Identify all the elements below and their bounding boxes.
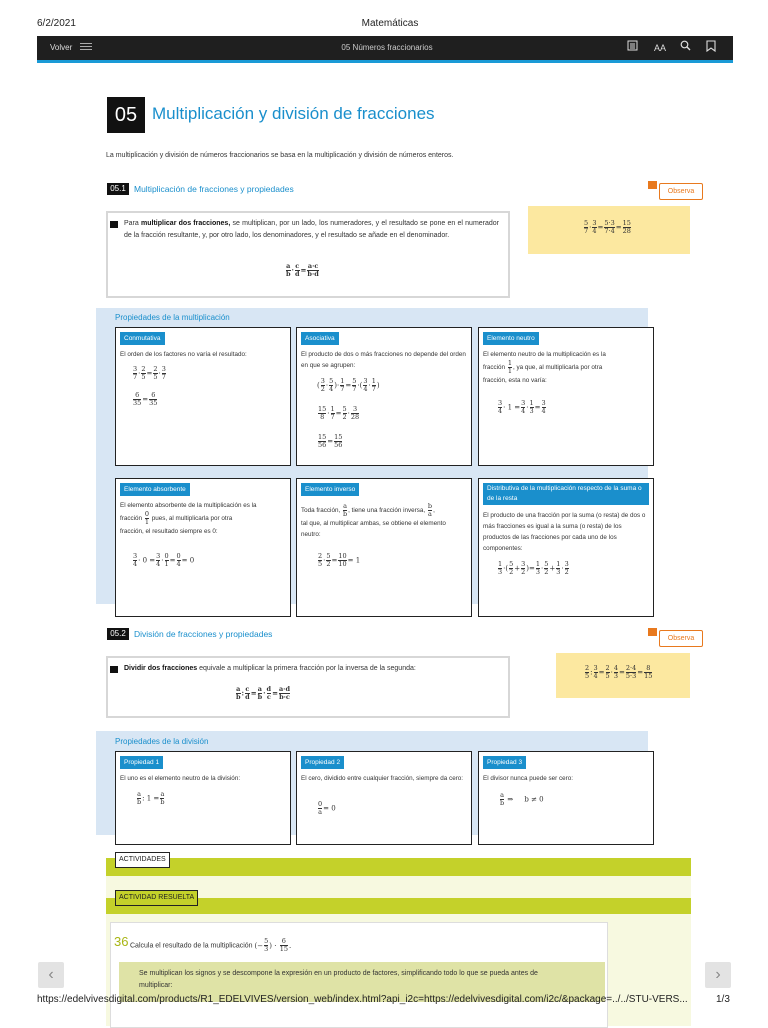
property-card-elemento-inverso xyxy=(296,478,472,617)
section-title: Multiplicación de fracciones y propiedades xyxy=(134,184,294,194)
menu-icon[interactable] xyxy=(80,41,92,51)
chapter-intro: La multiplicación y división de números fraccionarios se basa en la multiplicación y división de números enteros. xyxy=(106,152,454,159)
print-page-number: 1/3 xyxy=(716,994,730,1005)
card-label: Distributiva de la multiplicación respecto de la suma o de la resta xyxy=(483,483,649,505)
observa-box xyxy=(556,653,690,698)
card-example: $\frac{0}{a}$ = 0 xyxy=(318,800,336,816)
card-label: Elemento neutro xyxy=(483,332,539,345)
observa-example: $\frac{2}{5}$ : $\frac{3}{4}$ = $\frac{2}{5}$ · $\frac{4}{3}$ = $\frac{2\cdot 4}{5\cdot 3}$ = $\frac{8}{15}$ xyxy=(585,664,653,680)
print-url: https://edelvivesdigital.com/products/R1_EDELVIVES/version_web/index.html?api_i2c=https://edelvivesdigital.com/i2c/&package=../../STU-VERS... xyxy=(37,994,688,1005)
division-property-card-2 xyxy=(296,751,472,845)
card-text: El orden de los factores no varía el resultado: xyxy=(120,351,247,358)
reader-toolbar xyxy=(37,36,733,60)
definition-icon xyxy=(110,221,118,228)
card-label: Conmutativa xyxy=(120,332,165,345)
division-property-card-1 xyxy=(115,751,291,845)
section-number: 05.2 xyxy=(107,628,129,640)
search-icon[interactable] xyxy=(678,40,692,56)
card-example: $\frac{a}{b}$ ⇒ b ≠ 0 xyxy=(500,791,544,807)
multiplication-formula: $\frac{a}{b}$ · $\frac{c}{d}$ = $\frac{a\cdot c}{b\cdot d}$ xyxy=(286,262,319,278)
section-number: 05.1 xyxy=(107,183,129,195)
division-definition-box xyxy=(106,656,510,718)
observa-tag: Observa xyxy=(659,183,703,200)
content-title: 05 Números fraccionarios xyxy=(341,43,433,52)
back-button[interactable]: Volver xyxy=(50,43,73,52)
property-card-asociativa xyxy=(296,327,472,466)
division-formula: $\frac{a}{b}$ : $\frac{c}{d}$ = $\frac{a}{b}$ · $\frac{d}{c}$ = $\frac{a\cdot d}{b\cdot c}$ xyxy=(236,685,290,701)
card-label: Elemento inverso xyxy=(301,483,359,496)
card-text: El elemento absorbente de la multiplicación es la fracción $\frac{0}{1}$ pues, al multiplicarla por otra fracción, el resultado siempre es 0: xyxy=(120,502,257,535)
card-text: El cero, dividido entre cualquier fracción, siempre da cero: xyxy=(301,775,464,782)
print-date: 6/2/2021 xyxy=(37,18,76,29)
card-text: El elemento neutro de la multiplicación es la fracción $\frac{1}{1}$ , ya que, al multiplicarla por otra fracción, esta no varía: xyxy=(483,351,606,384)
card-example: $\frac{3}{4}$ · 1 = $\frac{3}{4}$ · $\frac{1}{3}$ = $\frac{3}{4}$ xyxy=(498,399,546,415)
definition-text: Para multiplicar dos fracciones, se multiplican, por un lado, los numeradores, y el resultado se pone en el numerador de la fracción resultante, y, por otro lado, los denominadores, y el resultado se añade en el denominador. xyxy=(124,220,500,239)
card-label: Propiedad 3 xyxy=(483,756,526,769)
activities-band xyxy=(106,858,691,876)
property-card-elemento-absorbente xyxy=(115,478,291,617)
card-example: $\frac{3}{7}$ · $\frac{2}{5}$ = $\frac{2}{5}$ · $\frac{3}{7}$ $\frac{6}{35}$ = $\frac{6}{35}$ xyxy=(133,365,166,407)
observa-box xyxy=(528,206,690,254)
panel-title: Propiedades de la multiplicación xyxy=(115,313,230,322)
card-text: El divisor nunca puede ser cero: xyxy=(483,775,573,782)
card-label: Elemento absorbente xyxy=(120,483,190,496)
font-size-icon[interactable]: AA xyxy=(653,43,666,53)
definition-text: Dividir dos fracciones equivale a multiplicar la primera fracción por la inversa de la segunda: xyxy=(124,665,416,672)
card-example: $\frac{3}{4}$ · 0 = $\frac{3}{4}$ · $\frac{0}{1}$ = $\frac{0}{4}$ = 0 xyxy=(133,552,195,568)
card-example: $\frac{1}{3}$ ·( $\frac{5}{2}$ + $\frac{3}{2}$ )= $\frac{1}{3}$ · $\frac{5}{2}$ + $\frac{1}{3}$ · $\frac{3}{2}$ xyxy=(498,560,569,576)
card-label: Propiedad 2 xyxy=(301,756,344,769)
print-title: Matemáticas xyxy=(361,18,419,29)
observa-icon xyxy=(648,181,657,189)
observa-icon xyxy=(648,628,657,636)
definition-box xyxy=(106,211,510,298)
bookmark-icon[interactable] xyxy=(704,40,718,56)
card-text: El producto de una fracción por la suma (o resta) de dos o más fracciones es igual a la suma (o resta) de los productos de las fracciones por cada uno de los componentes: xyxy=(483,512,646,552)
next-page-button[interactable] xyxy=(705,962,731,988)
property-card-elemento-neutro xyxy=(478,327,654,466)
property-card-conmutativa xyxy=(115,327,291,466)
card-example: ( $\frac{3}{2}$ · $\frac{5}{4}$ )· $\frac{1}{7}$ = $\frac{5}{7}$ ·( $\frac{3}{4}$ · $\frac{1}{7}$ ) $\frac{15}{8}$ · $\frac{1}{7}$ = $\frac{5}{2}$ · $\frac{3}{28}$ $\frac{15}{56}$ = $\frac{15}{56}$ xyxy=(317,377,380,449)
previous-page-button[interactable] xyxy=(38,962,64,988)
card-label: Propiedad 1 xyxy=(120,756,163,769)
card-text: El uno es el elemento neutro de la división: xyxy=(120,775,241,782)
property-card-distributiva xyxy=(478,478,654,617)
chapter-title: Multiplicación y división de fracciones xyxy=(152,104,435,123)
card-text: Toda fracción, $\frac{a}{b}$ , tiene una fracción inversa, $\frac{b}{a}$ , tal que, al multiplicar ambas, se obtiene el elemento neutro: xyxy=(301,502,446,538)
chapter-number: 05 xyxy=(107,97,145,133)
chevron-right-icon: › xyxy=(715,966,721,983)
section-title: División de fracciones y propiedades xyxy=(134,629,273,639)
exercise-number: 36 xyxy=(114,934,129,949)
panel-title: Propiedades de la división xyxy=(115,737,209,746)
activities-label: ACTIVIDADES xyxy=(115,852,170,868)
observa-tag: Observa xyxy=(659,630,703,647)
definition-icon xyxy=(110,666,118,673)
card-label: Asociativa xyxy=(301,332,339,345)
resolved-activity-label: ACTIVIDAD RESUELTA xyxy=(115,890,198,906)
toc-icon[interactable] xyxy=(625,40,639,56)
chevron-left-icon: ‹ xyxy=(48,966,54,983)
observa-example: $\frac{5}{7}$ · $\frac{3}{4}$ = $\frac{5\cdot 3}{7\cdot 4}$ = $\frac{15}{28}$ xyxy=(584,219,631,235)
card-text: El producto de dos o más fracciones no depende del orden en que se agrupen: xyxy=(301,351,466,369)
card-example: $\frac{a}{b}$ : 1 = $\frac{a}{b}$ xyxy=(137,790,165,806)
toolbar-accent-line xyxy=(37,60,733,63)
solution-hint-text: Se multiplican los signos y se descompone la expresión en un producto de factores, simplificando todo lo que se pueda antes de multiplicar: xyxy=(139,970,538,989)
exercise-statement: Calcula el resultado de la multiplicación (− $\frac{5}{3}$ ) · $\frac{6}{15}$ . xyxy=(130,937,292,953)
card-example: $\frac{2}{5}$ · $\frac{5}{2}$ = $\frac{10}{10}$ = 1 xyxy=(318,552,361,568)
division-property-card-3 xyxy=(478,751,654,845)
